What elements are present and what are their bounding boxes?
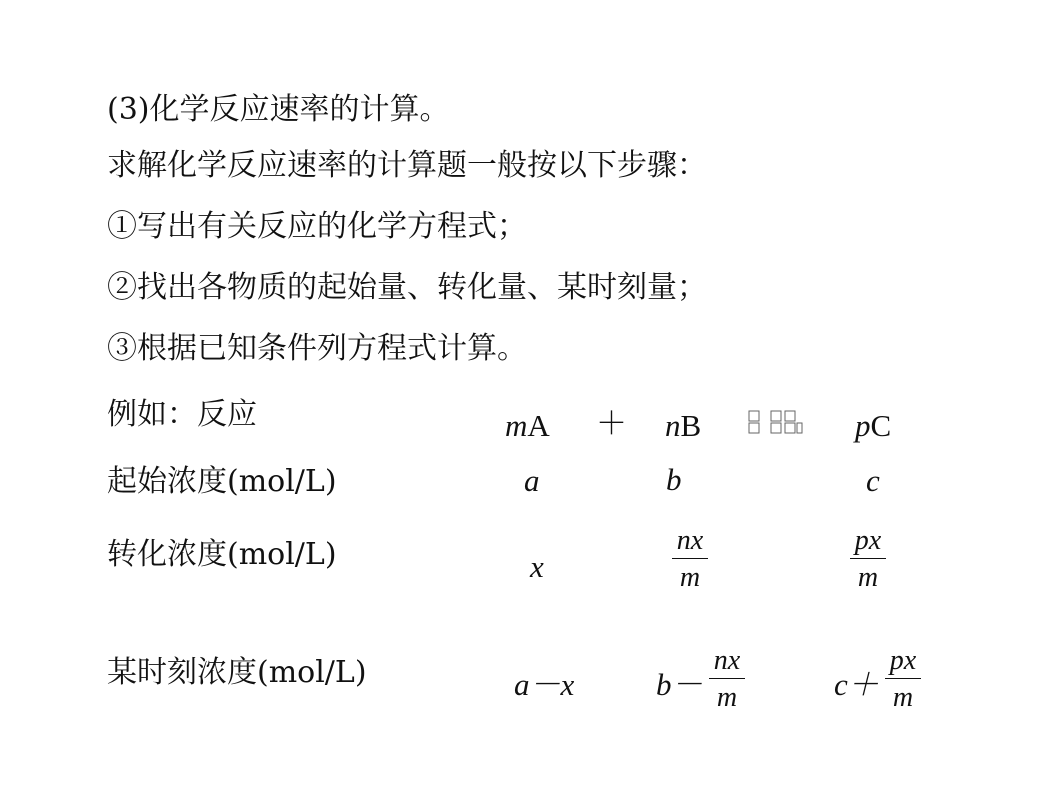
final-b-prefix: b－	[656, 667, 703, 702]
reactant-b	[665, 408, 701, 444]
row-label-final: 某时刻浓度(mol/L)	[107, 655, 367, 690]
product-c	[855, 408, 891, 444]
row-label-change: 转化浓度(mol/L)	[107, 537, 337, 572]
fraction-bar	[885, 678, 921, 679]
fraction-numerator: nx	[676, 525, 704, 556]
fraction-numerator: px	[854, 525, 882, 556]
coef-m: m	[505, 408, 528, 443]
initial-c: c	[866, 463, 880, 498]
initial-a: a	[524, 463, 540, 498]
row-label-reaction: 例如：反应	[107, 397, 257, 432]
coef-n: n	[665, 408, 681, 443]
species-c: C	[870, 408, 892, 443]
reversible-arrow-icon	[746, 409, 804, 435]
final-b-fraction	[705, 646, 749, 713]
step-3-line: ③根据已知条件列方程式计算。	[107, 331, 527, 366]
species-a: A	[527, 408, 550, 443]
reactant-a	[505, 408, 550, 444]
fraction-bar	[672, 558, 708, 559]
step-1-line: ①写出有关反应的化学方程式；	[107, 209, 527, 244]
step-2-line: ②找出各物质的起始量、转化量、某时刻量；	[107, 270, 707, 305]
fraction-numerator: nx	[713, 645, 741, 676]
fraction-denominator: m	[857, 562, 879, 593]
fraction-bar	[850, 558, 886, 559]
fraction-denominator: m	[679, 562, 701, 593]
intro-line: 求解化学反应速率的计算题一般按以下步骤：	[107, 148, 707, 183]
plus-sign: ＋	[596, 406, 627, 441]
final-c-fraction	[881, 646, 925, 713]
heading-line: (3)化学反应速率的计算。	[107, 92, 450, 127]
change-a: x	[530, 549, 544, 584]
coef-p: p	[855, 408, 871, 443]
fraction-bar	[709, 678, 745, 679]
final-c-prefix: c＋	[834, 667, 879, 702]
fraction-denominator: m	[716, 682, 738, 713]
row-label-initial: 起始浓度(mol/L)	[107, 464, 337, 499]
species-b: B	[680, 408, 702, 443]
fraction-numerator: px	[889, 645, 917, 676]
fraction-denominator: m	[892, 682, 914, 713]
change-c-fraction	[846, 526, 890, 593]
change-b-fraction	[668, 526, 712, 593]
initial-b: b	[666, 462, 682, 497]
final-a: a－x	[514, 667, 575, 702]
